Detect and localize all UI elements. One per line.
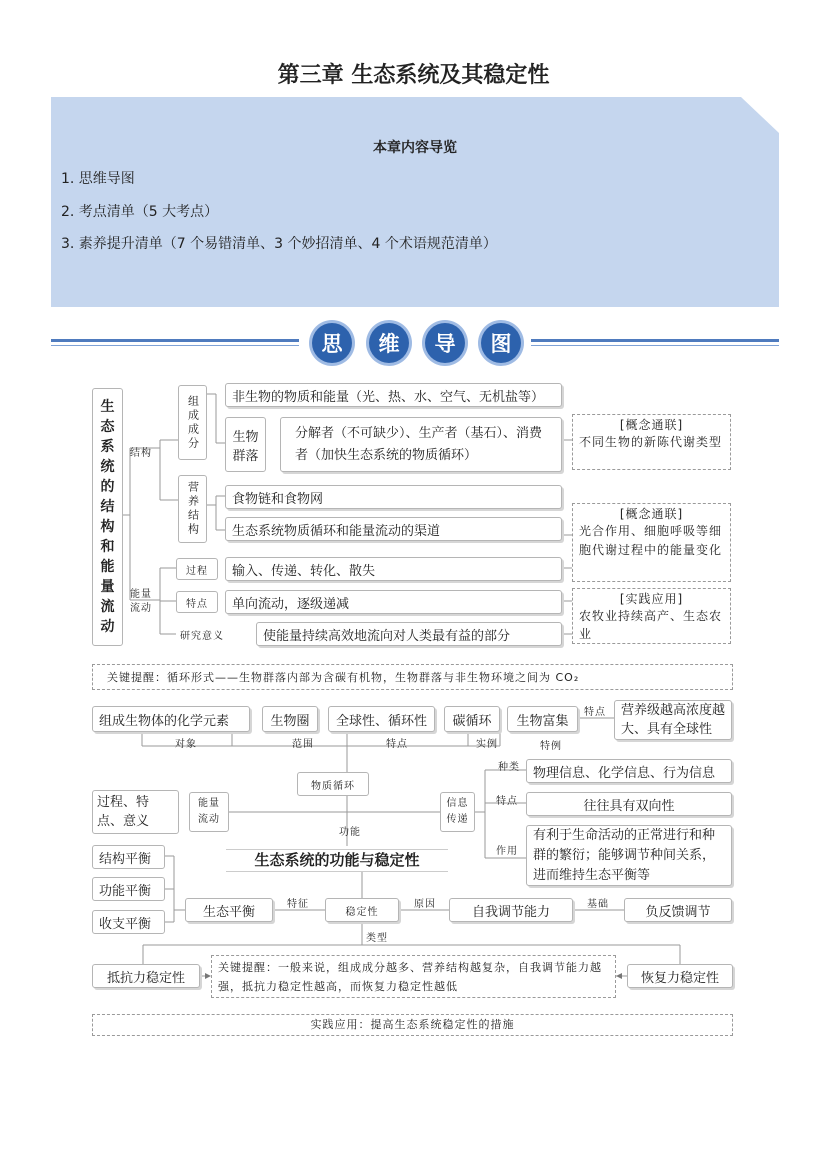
concept-box-1	[572, 414, 731, 470]
page-title: 第三章 生态系统及其稳定性	[277, 62, 550, 88]
object-label: 对象	[175, 739, 197, 750]
info-kind-label: 种类	[498, 762, 520, 773]
cycle-center: 物质循环	[297, 772, 369, 796]
components-label: 组成成分	[178, 385, 207, 460]
overview-item: 2. 考点清单（5 大考点）	[61, 204, 219, 220]
meaning-label: 研究意义	[180, 631, 224, 642]
info-role: 有利于生命活动的正常进行和种群的繁衍；能够调节种间关系，进而维持生态平衡等	[526, 825, 732, 886]
key-tip-1: 关键提醒：循环形式——生物群落内部为含碳有机物，生物群落与非生物环境之间为 CO₂	[92, 664, 733, 690]
banner-char: 导	[425, 323, 465, 363]
concept-title: [概念通联]	[619, 507, 684, 521]
resilience-stability: 恢复力稳定性	[627, 964, 733, 988]
basis-label: 基础	[587, 899, 609, 910]
example-label: 实例	[476, 739, 498, 750]
practice-measures: 实践应用：提高生态系统稳定性的措施	[92, 1014, 733, 1036]
process-text: 输入、传递、转化、散失	[225, 557, 562, 581]
process-label: 过程	[176, 558, 218, 580]
info-feature-label: 特点	[496, 796, 518, 807]
practice-box	[572, 588, 731, 644]
banner-char: 维	[369, 323, 409, 363]
mindmap-root: 生态系统的结构和能量流动	[92, 388, 123, 646]
feature-label: 特点	[386, 739, 408, 750]
cycle-feature: 全球性、循环性	[328, 706, 435, 732]
community-box: 生物群落	[225, 417, 266, 472]
stability-box: 稳定性	[325, 898, 399, 922]
energy-label: 能量流动	[130, 589, 152, 614]
balance-item: 结构平衡	[92, 845, 165, 869]
range-label: 范围	[292, 739, 314, 750]
cycle-object: 组成生物体的化学元素	[92, 706, 250, 732]
energy-detail: 过程、特点、意义	[92, 790, 179, 834]
sign-label: 特征	[287, 899, 309, 910]
special-feature: 营养级越高浓度越大、具有全球性	[614, 700, 732, 740]
info-feature: 往往具有双向性	[526, 792, 732, 816]
self-regulation: 自我调节能力	[449, 898, 573, 922]
concept-text: 不同生物的新陈代谢类型	[579, 435, 723, 449]
overview-title: 本章内容导览	[373, 140, 457, 156]
overview-item: 1. 思维导图	[61, 171, 135, 187]
resistance-stability: 抵抗力稳定性	[92, 964, 200, 988]
type-label: 类型	[366, 933, 388, 944]
concept-text: 光合作用、细胞呼吸等细胞代谢过程中的能量变化	[579, 524, 723, 557]
concept-title: [概念通联]	[619, 418, 684, 432]
trophic-item-2: 生态系统物质循环和能量流动的渠道	[225, 517, 562, 541]
key-tip-2: 关键提醒：一般来说，组成成分越多、营养结构越复杂，自我调节能力越强，抵抗力稳定性越高，而恢复力稳定性越低	[211, 955, 616, 998]
meaning-text: 使能量持续高效地流向对人类最有益的部分	[256, 622, 562, 646]
balance-item: 收支平衡	[92, 910, 165, 934]
feature-text: 单向流动，逐级递减	[225, 590, 562, 614]
feature-label: 特点	[176, 591, 218, 613]
cause-label: 原因	[414, 899, 436, 910]
community-detail: 分解者（不可缺少）、生产者（基石）、消费者（加快生态系统的物质循环）	[280, 417, 562, 472]
cycle-example: 碳循环	[444, 706, 500, 732]
cycle-special: 生物富集	[507, 706, 578, 732]
balance-label: 生态平衡	[185, 898, 273, 922]
center-title: 生态系统的功能与稳定性	[226, 849, 448, 872]
special-feature-label: 特点	[584, 707, 606, 718]
negative-feedback: 负反馈调节	[624, 898, 732, 922]
banner-char: 思	[312, 323, 352, 363]
cycle-range: 生物圈	[262, 706, 318, 732]
balance-item: 功能平衡	[92, 877, 165, 901]
overview-item: 3. 素养提升清单（7 个易错清单、3 个妙招清单、4 个术语规范清单）	[61, 236, 497, 252]
banner-char: 图	[481, 323, 521, 363]
energy-flow-label: 能量流动	[189, 792, 229, 832]
info-label: 信息传递	[440, 792, 475, 832]
concept-box-2	[572, 503, 731, 582]
practice-title: [实践应用]	[619, 592, 684, 606]
abiotic-box: 非生物的物质和能量（光、热、水、空气、无机盐等）	[225, 383, 562, 407]
trophic-label: 营养结构	[178, 475, 207, 543]
info-kind: 物理信息、化学信息、行为信息	[526, 759, 732, 783]
function-label: 功能	[339, 827, 361, 838]
practice-text: 农牧业持续高产、生态农业	[579, 609, 723, 641]
special-label: 特例	[540, 741, 562, 752]
structure-label: 结构	[130, 448, 152, 459]
trophic-item-1: 食物链和食物网	[225, 485, 562, 509]
info-role-label: 作用	[496, 846, 518, 857]
